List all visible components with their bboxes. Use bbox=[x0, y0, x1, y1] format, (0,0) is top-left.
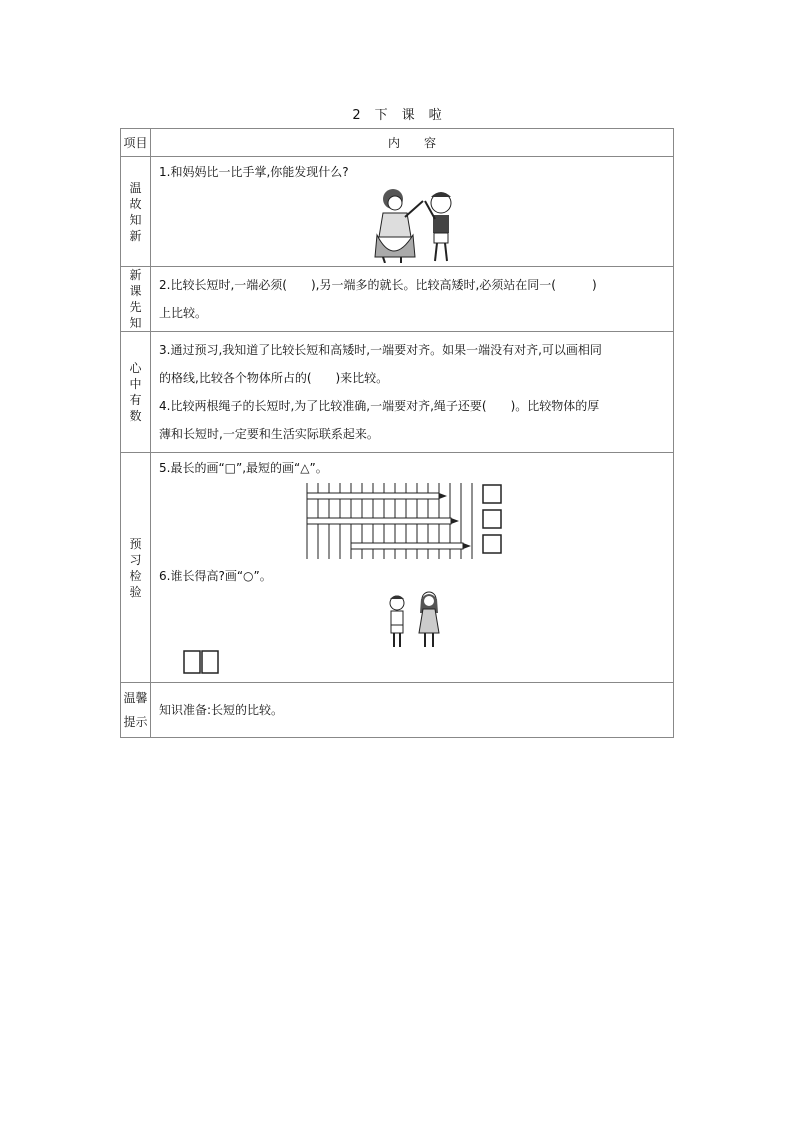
row-content-review bbox=[151, 157, 674, 267]
row-content-mind bbox=[151, 332, 674, 453]
pencil-2 bbox=[307, 518, 459, 524]
question-2-line: 2.比较长短时,一端必须( ),另一端多的就长。比较高矮时,必须站在同一( ) bbox=[159, 278, 597, 292]
row-content-new bbox=[151, 267, 674, 332]
table-row bbox=[121, 332, 674, 453]
label-char: 温 bbox=[129, 180, 142, 195]
table-row bbox=[121, 453, 674, 683]
table-row bbox=[121, 267, 674, 332]
question-4-line: 4.比较两根绳子的长短时,为了比较准确,一端要对齐,绳子还要( )。比较物体的厚 bbox=[159, 399, 600, 413]
label-char: 先 bbox=[129, 300, 142, 314]
lesson-number: 2 bbox=[352, 108, 361, 123]
title-char: 课 bbox=[401, 108, 415, 123]
question-6: 6.谁长得高?画“○”。 bbox=[159, 569, 272, 583]
row-label-new bbox=[121, 267, 151, 332]
answer-boxes bbox=[184, 651, 218, 673]
header-char: 内 bbox=[387, 136, 400, 150]
row-label-review bbox=[121, 157, 151, 267]
table-row bbox=[121, 157, 674, 267]
label-char: 知 bbox=[129, 316, 142, 330]
header-char: 容 bbox=[424, 136, 437, 150]
lesson-table bbox=[120, 128, 674, 738]
title-char: 下 bbox=[374, 108, 388, 123]
label-char: 故 bbox=[129, 196, 142, 211]
title-char: 啦 bbox=[428, 108, 442, 123]
header-content bbox=[151, 129, 674, 157]
label-char: 提示 bbox=[123, 715, 148, 729]
header-label: 项目 bbox=[121, 129, 151, 157]
question-4-line: 薄和长短时,一定要和生活实际联系起来。 bbox=[159, 427, 379, 441]
label-char: 数 bbox=[129, 409, 142, 423]
row-content-check bbox=[151, 453, 674, 683]
row-label-tip bbox=[121, 683, 151, 738]
question-2-line: 上比较。 bbox=[159, 306, 208, 320]
label-char: 有 bbox=[129, 393, 142, 407]
label-char: 知 bbox=[129, 212, 142, 227]
label-char: 验 bbox=[129, 584, 142, 599]
label-char: 检 bbox=[129, 568, 142, 583]
hand-compare-illustration bbox=[159, 185, 695, 263]
label-char: 习 bbox=[129, 552, 142, 567]
question-3-line: 3.通过预习,我知道了比较长短和高矮时,一端要对齐。如果一端没有对齐,可以画相同 bbox=[159, 343, 602, 357]
row-label-check bbox=[121, 453, 151, 683]
kids-height-illustration bbox=[159, 589, 695, 679]
tip-text: 知识准备:长短的比较。 bbox=[159, 703, 284, 717]
pencil-1 bbox=[307, 493, 447, 499]
label-char: 温馨 bbox=[123, 691, 148, 705]
pencil-3 bbox=[351, 543, 471, 549]
row-content-tip bbox=[151, 683, 674, 738]
question-5: 5.最长的画“□”,最短的画“△”。 bbox=[159, 461, 328, 475]
label-char: 新 bbox=[129, 228, 142, 243]
row-label-mind bbox=[121, 332, 151, 453]
label-char: 新 bbox=[129, 268, 142, 282]
label-char: 预 bbox=[129, 536, 142, 551]
label-char: 课 bbox=[129, 284, 142, 298]
label-char: 中 bbox=[129, 377, 142, 391]
question-3-line: 的格线,比较各个物体所占的( )来比较。 bbox=[159, 371, 389, 385]
table-header-row bbox=[121, 129, 674, 157]
page-title bbox=[0, 104, 794, 123]
question-1: 1.和妈妈比一比手掌,你能发现什么? bbox=[159, 165, 349, 179]
pencil-grid-illustration bbox=[159, 481, 695, 563]
table-row bbox=[121, 683, 674, 738]
label-char: 心 bbox=[129, 361, 142, 375]
